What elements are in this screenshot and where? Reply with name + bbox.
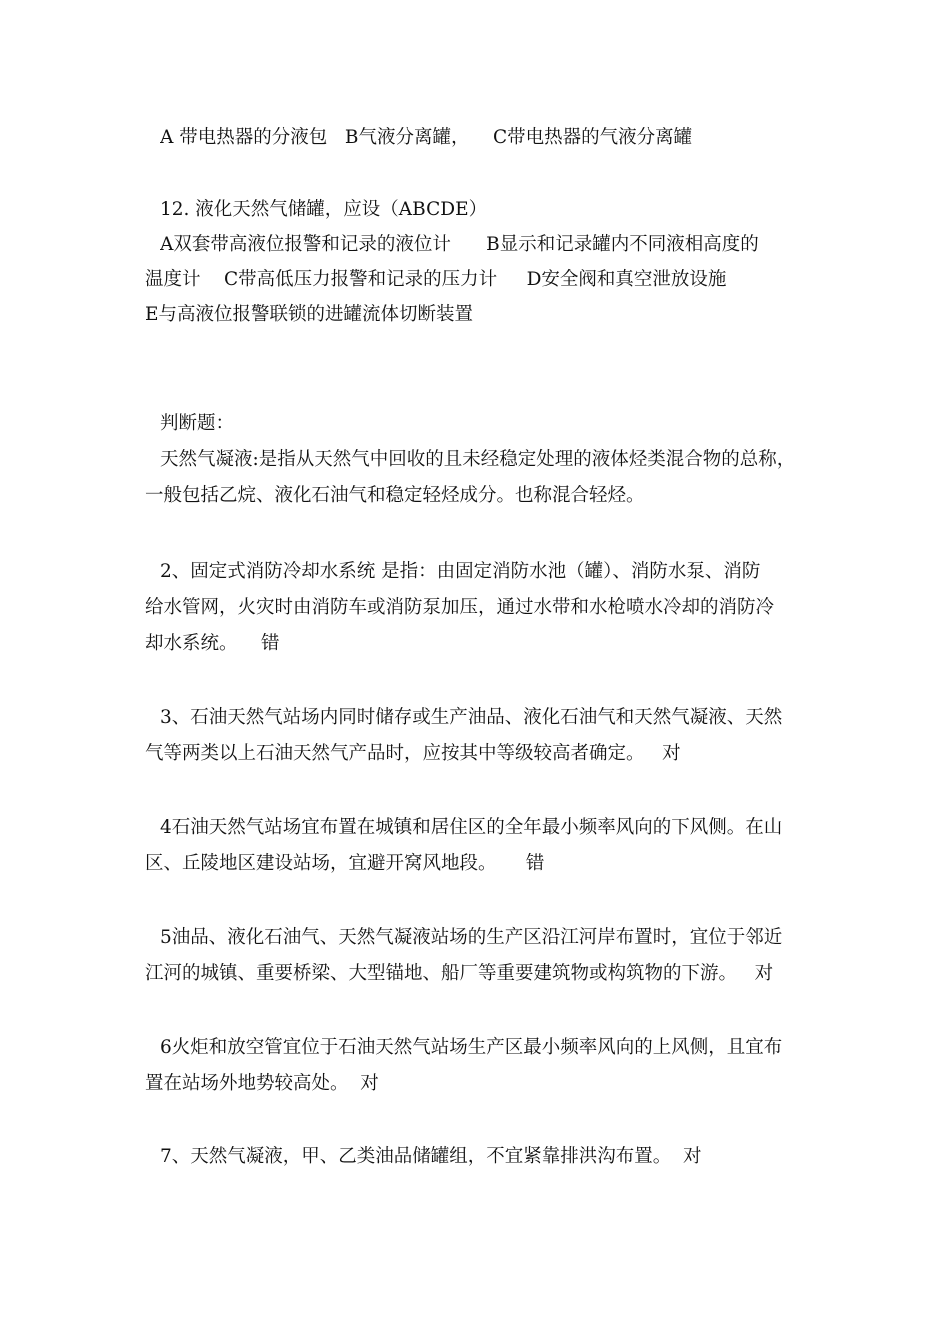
q12-options-line2: 温度计 C带高低压力报警和记录的压力计 D安全阀和真空泄放设施 (145, 269, 727, 290)
item-line: 3、石油天然气站场内同时储存或生产油品、液化石油气和天然气凝液、天然 (160, 707, 783, 728)
definition-line1: 天然气凝液:是指从天然气中回收的且未经稳定处理的液体烃类混合物的总称， (160, 449, 796, 470)
item-line: 给水管网，火灾时由消防车或消防泵加压，通过水带和水枪喷水冷却的消防冷 (145, 597, 775, 618)
item-line: 江河的城镇、重要桥梁、大型锚地、船厂等重要建筑物或构筑物的下游。 对 (145, 963, 774, 984)
q12-options-line1: A双套带高液位报警和记录的液位计 B显示和记录罐内不同液相高度的 (160, 234, 759, 255)
item-line: 置在站场外地势较高处。 对 (145, 1073, 379, 1094)
item-line: 5油品、液化石油气、天然气凝液站场的生产区沿江河岸布置时，宜位于邻近 (160, 927, 783, 948)
item-line: 气等两类以上石油天然气产品时，应按其中等级较高者确定。 对 (145, 743, 681, 764)
item-line: 却水系统。 错 (145, 633, 280, 654)
definition-line2: 一般包括乙烷、液化石油气和稳定轻烃成分。也称混合轻烃。 (145, 485, 645, 506)
item-line: 区、丘陵地区建设站场，宜避开窝风地段。 错 (145, 853, 545, 874)
item-line: 6火炬和放空管宜位于石油天然气站场生产区最小频率风向的上风侧，且宜布 (160, 1037, 783, 1058)
item-line: 2、固定式消防冷却水系统 是指：由固定消防水池（罐）、消防水泵、消防 (160, 561, 761, 582)
item-line: 7、天然气凝液，甲、乙类油品储罐组，不宜紧靠排洪沟布置。 对 (160, 1146, 702, 1167)
q11-options: A 带电热器的分液包 B气液分离罐， C带电热器的气液分离罐 (160, 127, 693, 148)
q12-stem: 12. 液化天然气储罐，应设（ABCDE） (160, 199, 488, 220)
judgement-heading: 判断题： (160, 413, 235, 434)
item-line: 4石油天然气站场宜布置在城镇和居住区的全年最小频率风向的下风侧。在山 (160, 817, 783, 838)
q12-options-line3: E与高液位报警联锁的进罐流体切断装置 (145, 304, 474, 325)
